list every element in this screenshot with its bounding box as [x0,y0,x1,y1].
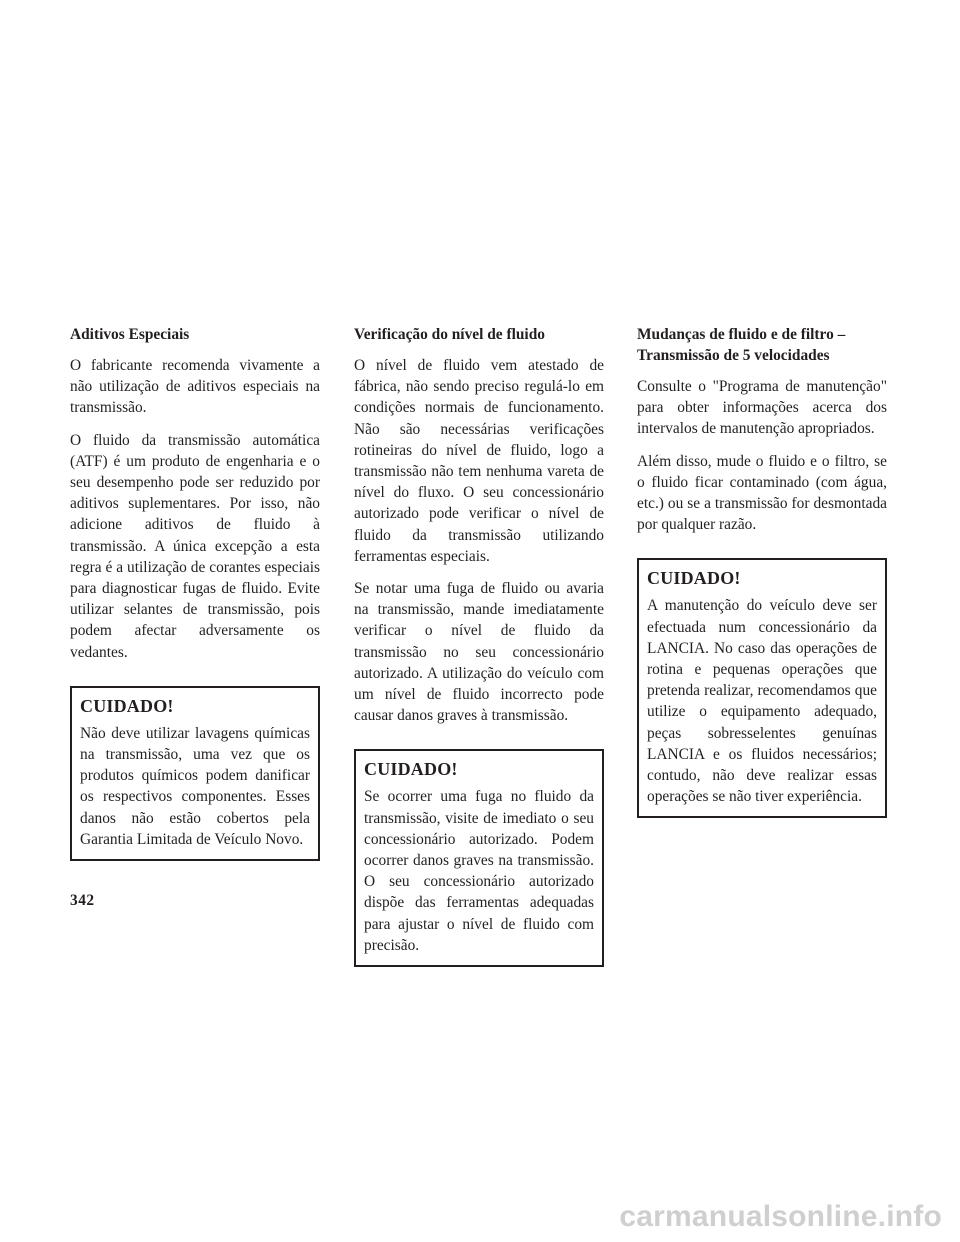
watermark: carmanualsonline.info [619,1200,942,1233]
section-heading-line: Mudanças de fluido e de filtro – [637,326,846,343]
column-aditivos-especiais [70,324,320,861]
section-heading [637,324,887,366]
warning-box [70,686,320,861]
warning-box [637,558,887,818]
warning-title: CUIDADO! [364,759,458,780]
warning-text: Não deve utilizar lavagens químicas na transmissão, uma vez que os produtos químicos podem danificar os respectivos componentes. Esses danos não estão cobertos pela Garantia Limitada de Veículo Novo. [80,724,310,848]
column-mudancas-fluido-filtro [637,324,887,818]
page-number: 342 [70,892,95,909]
section-heading-line: Transmissão de 5 velocidades [637,347,830,364]
body-paragraph: Além disso, mude o fluido e o filtro, se o fluido ficar contaminado (com água, etc.) ou se a transmissão for desmontada por qualquer razão. [637,452,887,534]
body-paragraph: O nível de fluido vem atestado de fábrica, não sendo preciso regulá-lo em condições normais de funcionamento. Não são necessárias verificações rotineiras do nível de fluido, logo a transmissão não tem nenhuma vareta de nível do fluxo. O seu concessionário autorizado pode verificar o nível de fluido da transmissão utilizando ferramentas especiais. [354,357,604,565]
section-heading: Aditivos Especiais [70,326,190,343]
body-paragraph: Se notar uma fuga de fluido ou avaria na transmissão, mande imediatamente verificar o nível de fluido da transmissão no seu concessionário autorizado. A utilização do veículo com um nível de fluido incorrecto pode causar danos graves à transmissão. [354,580,604,725]
body-paragraph: O fluido da transmissão automática (ATF) é um produto de engenharia e o seu desempenho pode ser reduzido por aditivos suplementares. Por isso, não adicione aditivos de fluido à transmissão. A única excepção a esta regra é a utilização de corantes especiais para diagnosticar fugas de fluido. Evite utilizar selantes de transmissão, pois podem afectar adversamente os vedantes. [70,431,320,661]
section-heading: Verificação do nível de fluido [354,326,545,343]
warning-title: CUIDADO! [647,568,741,589]
warning-text: Se ocorrer uma fuga no fluido da transmissão, visite de imediato o seu concessionário autorizado. Podem ocorrer danos graves na transmissão. O seu concessionário autorizado dispõe das ferramentas adequadas para ajustar o nível de fluido com precisão. [364,788,594,954]
warning-box [354,749,604,967]
warning-title: CUIDADO! [80,695,174,716]
body-paragraph: Consulte o "Programa de manutenção" para obter informações acerca dos intervalos de manutenção apropriados. [637,378,887,438]
warning-text: A manutenção do veículo deve ser efectuada num concessionário da LANCIA. No caso das operações de rotina e pequenas operações que pretenda realizar, recomendamos que utilize o equipamento adequado, peças sobresselentes genuínas LANCIA e os fluidos necessários; contudo, não deve realizar essas operações se não tiver experiência. [647,597,877,806]
body-paragraph: O fabricante recomenda vivamente a não utilização de aditivos especiais na transmissão. [70,357,320,417]
column-verificacao-nivel-fluido [354,324,604,967]
